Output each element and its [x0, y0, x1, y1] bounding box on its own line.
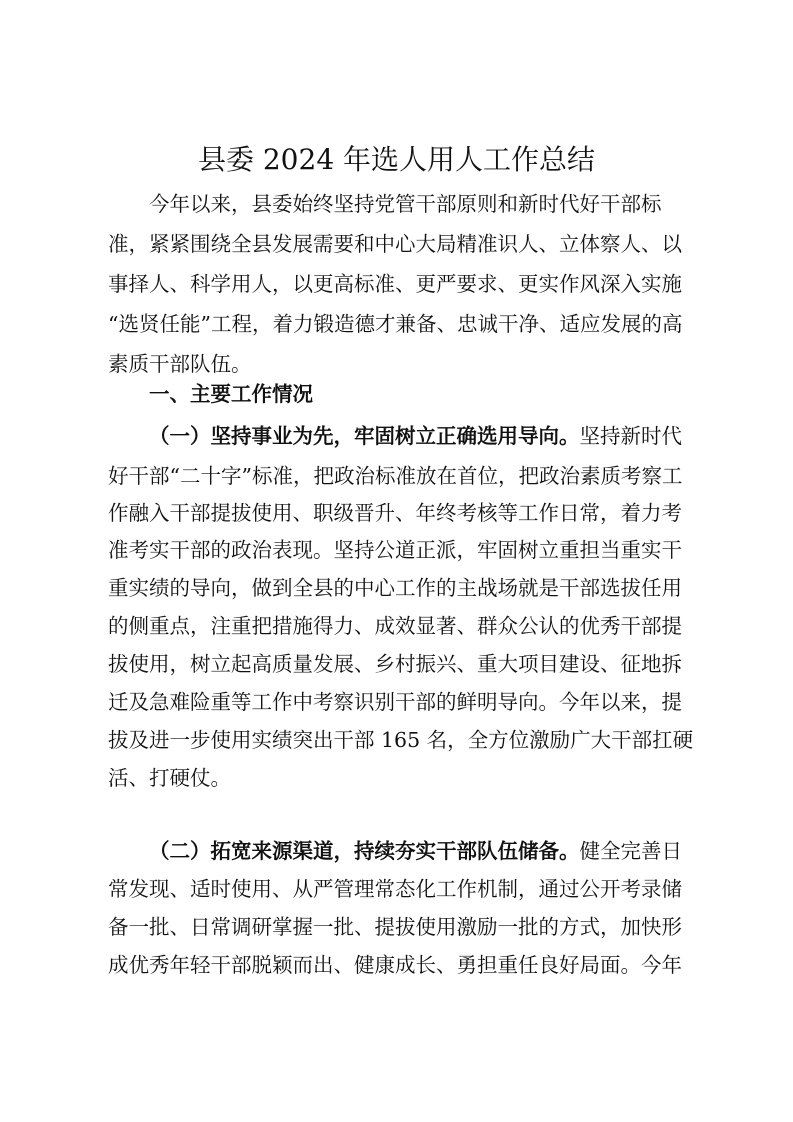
subsection-1-line: 迁及急难险重等工作中考察识别干部的鲜明导向。今年以来，提: [108, 690, 682, 714]
document-title: 县委 2024 年选人用人工作总结: [197, 143, 596, 176]
subsection-1-line: 好干部“二十字”标准，把政治标准放在首位，把政治素质考察工: [108, 464, 683, 488]
subsection-1-first-line: [108, 421, 693, 451]
subsection-2-first-line: [108, 836, 693, 866]
subsection-2-line: 成优秀年轻干部脱颖而出、健康成长、勇担重任良好局面。今年: [108, 953, 682, 977]
subsection-1-first-line-text: 坚持新时代: [579, 424, 682, 448]
section-heading: 一、主要工作情况: [149, 382, 313, 406]
subsection-1-lead: （一）坚持事业为先，牢固树立正确选用导向。: [149, 424, 580, 448]
subsection-2-first-line-text: 健全完善日: [579, 839, 682, 863]
subsection-1-line: 拔使用，树立起高质量发展、乡村振兴、重大项目建设、征地拆: [108, 652, 682, 676]
intro-line: 事择人、科学用人，以更高标准、更严要求、更实作风深入实施: [108, 272, 682, 296]
intro-line: 准，紧紧围绕全县发展需要和中心大局精准识人、立体察人、以: [108, 232, 682, 256]
subsection-1-line: 拔及进一步使用实绩突出干部 165 名，全方位激励广大干部扛硬: [108, 728, 693, 752]
subsection-1-line: 的侧重点，注重把措施得力、成效显著、群众公认的优秀干部提: [108, 614, 682, 638]
subsection-2-lead: （二）拓宽来源渠道，持续夯实干部队伍储备。: [149, 839, 580, 863]
subsection-1-line: 活、打硬仗。: [108, 766, 231, 790]
subsection-1-line: 重实绩的导向，做到全县的中心工作的主战场就是干部选拔任用: [108, 576, 682, 600]
subsection-2-line: 常发现、适时使用、从严管理常态化工作机制，通过公开考录储: [108, 877, 682, 901]
subsection-2-line: 备一批、日常调研掌握一批、提拔使用激励一批的方式，加快形: [108, 915, 682, 939]
intro-line: 素质干部队伍。: [108, 352, 252, 376]
intro-line: “选贤任能”工程，着力锻造德才兼备、忠诚干净、适应发展的高: [108, 312, 683, 336]
intro-line: 今年以来，县委始终坚持党管干部原则和新时代好干部标: [149, 192, 662, 216]
subsection-1-line: 准考实干部的政治表现。坚持公道正派，牢固树立重担当重实干: [108, 538, 682, 562]
subsection-1-line: 作融入干部提拔使用、职级晋升、年终考核等工作日常，着力考: [108, 501, 682, 525]
